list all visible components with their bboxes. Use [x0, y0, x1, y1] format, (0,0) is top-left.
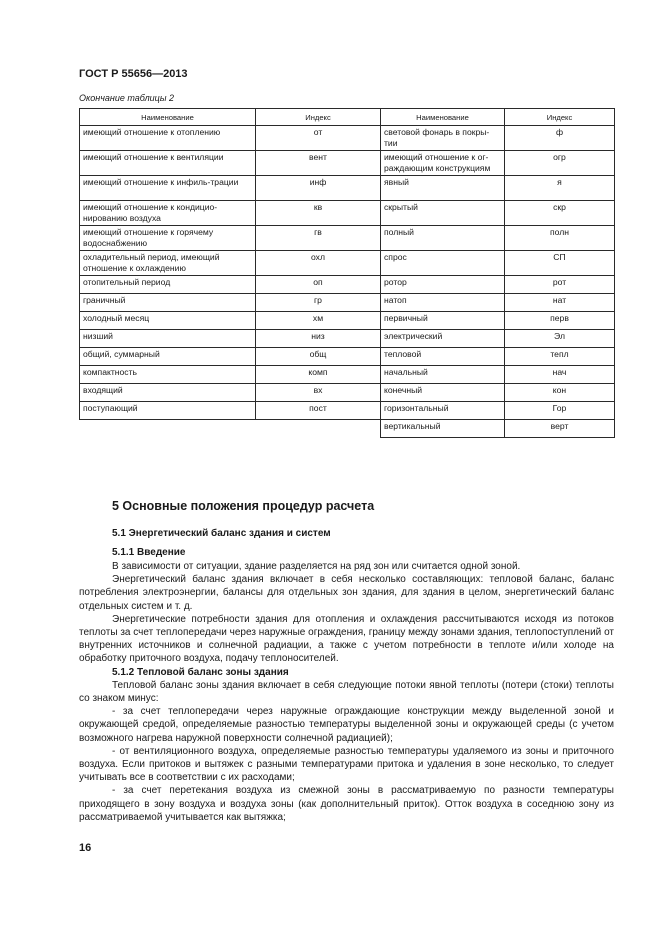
body-text — [79, 560, 614, 824]
table-row — [80, 366, 615, 384]
table-header-row — [80, 109, 615, 126]
table-cell-name: конечный — [381, 384, 505, 402]
table-cell-name: охладительный период, имеющий отношение к охлаждению — [80, 251, 256, 276]
table-cell-name: компактность — [80, 366, 256, 384]
table-cell-index: инф — [256, 176, 381, 201]
table-cell-index: верт — [505, 420, 615, 438]
table-cell-index: оп — [256, 276, 381, 294]
table-cell-name: спрос — [381, 251, 505, 276]
table-cell-index: перв — [505, 312, 615, 330]
table-cell-name: ротор — [381, 276, 505, 294]
table-cell-name: электрический — [381, 330, 505, 348]
table-row — [80, 201, 615, 226]
table-cell-name: имеющий отношение к ог-раждающим конструкциям — [381, 151, 505, 176]
table-caption: Окончание таблицы 2 — [79, 93, 174, 103]
table-cell-index: полн — [505, 226, 615, 251]
paragraph: - за счет теплопередачи через наружные ограждающие конструкции между выделенной зоной и окружающей средой, определяемые разностью температуры выделенной зоны и окружающей среды (с учетом возможного нагрева наружной поверхности солнечной радиацией); — [79, 706, 614, 744]
table-cell-index: рот — [505, 276, 615, 294]
table-cell-index: я — [505, 176, 615, 201]
table-cell-index: низ — [256, 330, 381, 348]
table-cell-index: нат — [505, 294, 615, 312]
table-row — [80, 294, 615, 312]
table-cell-index: скр — [505, 201, 615, 226]
table-cell-name: холодный месяц — [80, 312, 256, 330]
page-number: 16 — [79, 842, 92, 854]
table-cell-name: световой фонарь в покры-тии — [381, 126, 505, 151]
subsection-title: 5.1 Энергетический баланс здания и систем — [112, 528, 331, 539]
table-row — [80, 151, 615, 176]
table-cell-name: имеющий отношение к горячему водоснабжению — [80, 226, 256, 251]
table-cell-name: граничный — [80, 294, 256, 312]
table-row — [80, 251, 615, 276]
table-cell-name: низший — [80, 330, 256, 348]
table-cell-index: ф — [505, 126, 615, 151]
table-cell-index: от — [256, 126, 381, 151]
table-cell-index: тепл — [505, 348, 615, 366]
paragraph: В зависимости от ситуации, здание разделяется на ряд зон или считается одной зоной. — [112, 561, 521, 572]
table-cell-name: входящий — [80, 384, 256, 402]
table-cell-index: огр — [505, 151, 615, 176]
paragraph: Энергетический баланс здания включает в себя несколько составляющих: тепловой баланс, баланс потребления электроэнергии, балансы для отдельных зон здания, для здания в целом, энергетический баланс отдельных систем и т. д. — [79, 574, 614, 612]
column-header: Индекс — [256, 109, 381, 126]
table-cell-name: имеющий отношение к отоплению — [80, 126, 256, 151]
table-cell-name: явный — [381, 176, 505, 201]
table-cell-name: скрытый — [381, 201, 505, 226]
table-row — [80, 420, 615, 438]
table-cell-name: общий, суммарный — [80, 348, 256, 366]
paragraph: - за счет перетекания воздуха из смежной зоны в рассматриваемую по разности температуры приходящего в зону воздуха и воздуха зоны (как дополнительный приток). Отток воздуха в соседнюю зону из рассматриваемой учитывается как вытяжка; — [79, 785, 614, 823]
table-cell-index: вент — [256, 151, 381, 176]
table-row — [80, 384, 615, 402]
table-cell-index: общ — [256, 348, 381, 366]
section-title: 5 Основные положения процедур расчета — [112, 499, 375, 513]
table-cell-name: натоп — [381, 294, 505, 312]
table-row — [80, 276, 615, 294]
table-row — [80, 312, 615, 330]
table-cell-index: гр — [256, 294, 381, 312]
subsection-heading: 5.1.2 Тепловой баланс зоны здания — [112, 666, 289, 678]
table-row — [80, 402, 615, 420]
table-cell-index: нач — [505, 366, 615, 384]
document-header: ГОСТ Р 55656—2013 — [79, 68, 188, 80]
table-cell-index: комп — [256, 366, 381, 384]
table-cell-name: имеющий отношение к кондицио-нированию воздуха — [80, 201, 256, 226]
index-table — [79, 108, 615, 438]
table-cell-name: имеющий отношение к вентиляции — [80, 151, 256, 176]
table-cell-index: хм — [256, 312, 381, 330]
table-cell-name: вертикальный — [381, 420, 505, 438]
table-row — [80, 330, 615, 348]
table-cell-name: горизонтальный — [381, 402, 505, 420]
table-cell-index: кон — [505, 384, 615, 402]
table-cell-name: имеющий отношение к инфиль-трации — [80, 176, 256, 201]
table-row — [80, 226, 615, 251]
table-cell-index: пост — [256, 402, 381, 420]
table-cell-name: полный — [381, 226, 505, 251]
table-cell-empty — [256, 420, 381, 438]
table-row — [80, 348, 615, 366]
table-cell-name: поступающий — [80, 402, 256, 420]
table-cell-name: первичный — [381, 312, 505, 330]
table-row — [80, 126, 615, 151]
table-cell-empty — [80, 420, 256, 438]
column-header: Наименование — [80, 109, 256, 126]
table-cell-name: отопительный период — [80, 276, 256, 294]
table-cell-index: вх — [256, 384, 381, 402]
subsubsection-title: 5.1.1 Введение — [112, 547, 186, 558]
column-header: Индекс — [505, 109, 615, 126]
paragraph: Тепловой баланс зоны здания включает в себя следующие потоки явной теплоты (потери (стоки) теплоты со знаком минус: — [79, 679, 614, 705]
table-cell-index: СП — [505, 251, 615, 276]
table-cell-index: гв — [256, 226, 381, 251]
paragraph: Энергетические потребности здания для отопления и охлаждения рассчитываются исходя из потоков теплоты за счет теплопередачи через наружные ограждения, границу между зонами здания, теплопоступлений от внутренних источников и солнечной радиации, а также с учетом потребности в теплоте и/или холоде на обработку приточного воздуха, подачу теплоносителей. — [79, 613, 614, 665]
table-cell-index: кв — [256, 201, 381, 226]
column-header: Наименование — [381, 109, 505, 126]
table-row — [80, 176, 615, 201]
table-cell-index: охл — [256, 251, 381, 276]
paragraph: - от вентиляционного воздуха, определяемые разностью температуры удаляемого из зоны и приточного воздуха. Если притоков и вытяжек с разными температурами притока и удаления в зоне несколько, то следует учитывать все в соответствии с их расходами; — [79, 745, 614, 784]
table-cell-name: начальный — [381, 366, 505, 384]
table-cell-index: Эл — [505, 330, 615, 348]
table-cell-name: тепловой — [381, 348, 505, 366]
table-cell-index: Гор — [505, 402, 615, 420]
